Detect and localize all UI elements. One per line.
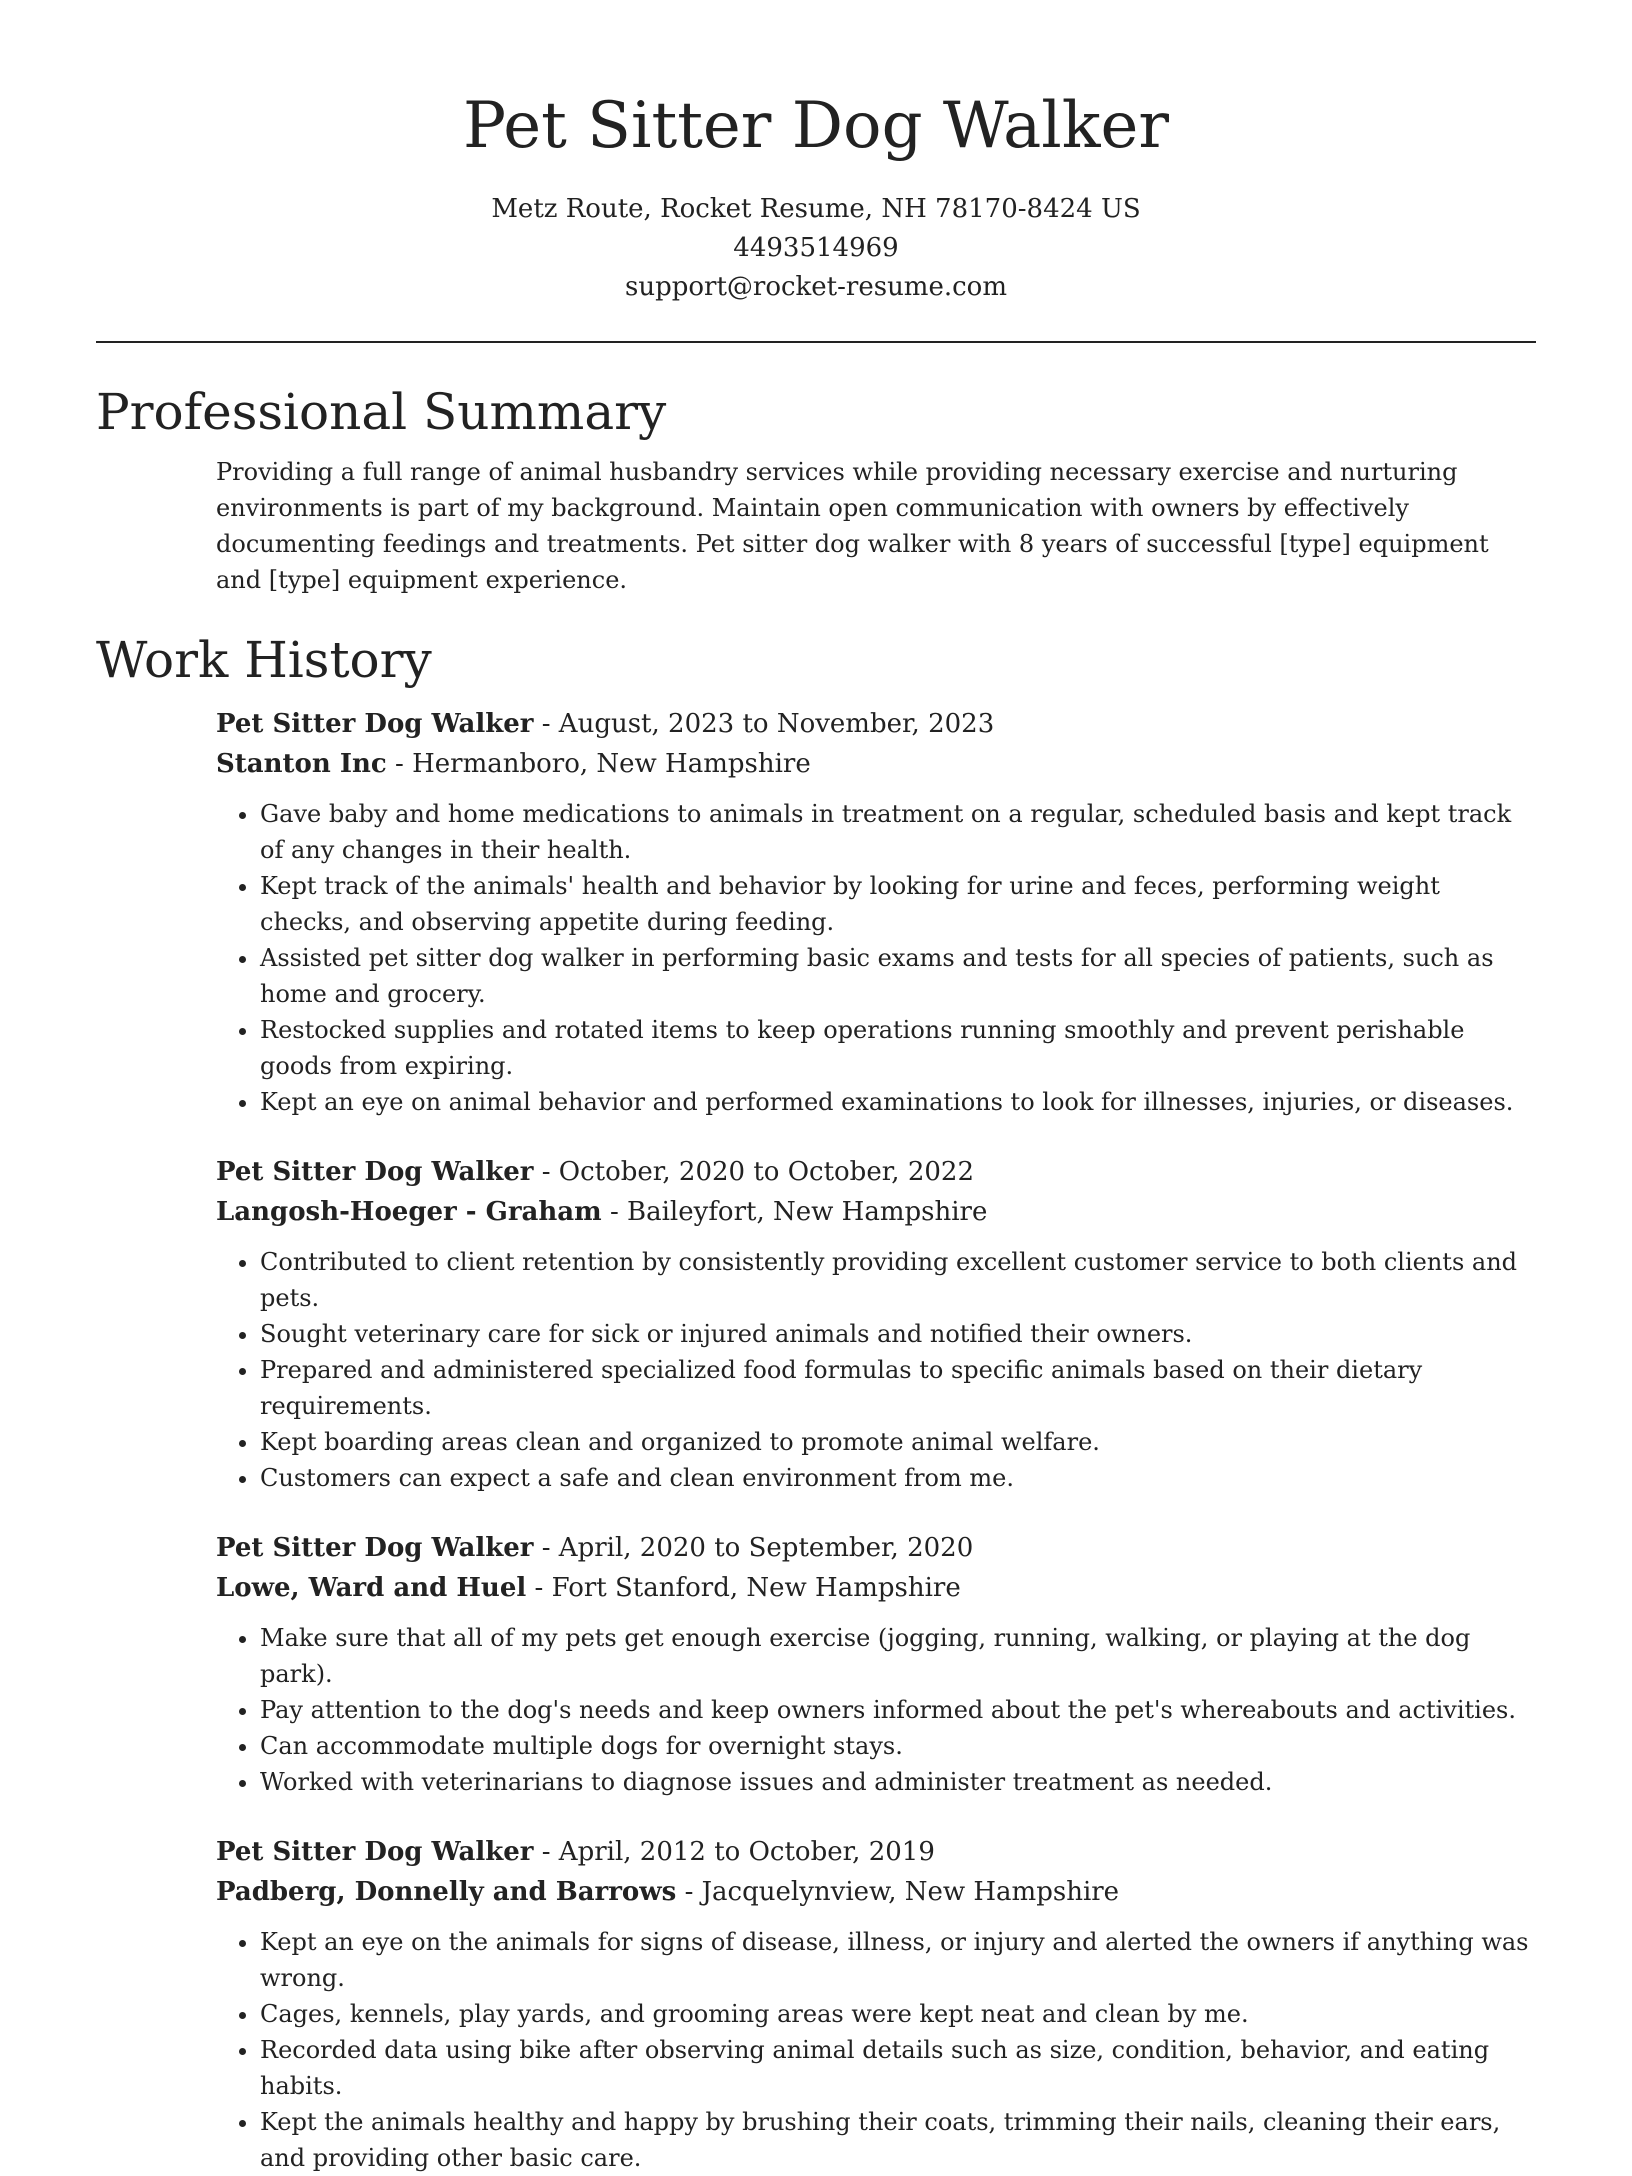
list-item: • Assisted pet sitter dog walker in performing basic exams and tests for all species of patients, such as home and grocery. — [260, 940, 1536, 1012]
job-title-line — [216, 1528, 1536, 1568]
job-title-line — [216, 1832, 1536, 1872]
list-item: • Kept an eye on the animals for signs of disease, illness, or injury and alerted the owners if anything was wrong. — [260, 1924, 1536, 1996]
job-title: Pet Sitter Dog Walker — [216, 1533, 534, 1563]
work-history-heading: Work History — [96, 631, 432, 689]
email: support@rocket-resume.com — [624, 272, 1007, 302]
job-employer: Lowe, Ward and Huel — [216, 1573, 527, 1603]
list-item: • Sought veterinary care for sick or injured animals and notified their owners. — [260, 1316, 1536, 1352]
job-bullets — [216, 1244, 1536, 1496]
list-item: • Recorded data using bike after observing animal details such as size, condition, behavior, and eating habits. — [260, 2032, 1536, 2104]
list-item: • Kept the animals healthy and happy by brushing their coats, trimming their nails, cleaning their ears, and providing other basic care. — [260, 2104, 1536, 2176]
job-separator: - — [541, 709, 559, 739]
header-divider — [96, 341, 1536, 343]
list-item: • Restocked supplies and rotated items to keep operations running smoothly and prevent perishable goods from expiring. — [260, 1012, 1536, 1084]
job-employer-line — [216, 1872, 1536, 1912]
job-dates: October, 2020 to October, 2022 — [558, 1157, 974, 1187]
summary-text: Providing a full range of animal husbandry services while providing necessary exercise and nurturing environments is part of my background. Maintain open communication with owners by effectively documenting feedings and treatments. Pet sitter dog walker with 8 years of successful [type] equipment and [type] equipment experience. — [216, 458, 1489, 594]
job-separator: - — [534, 1573, 552, 1603]
phone: 4493514969 — [733, 233, 899, 263]
resume-header — [0, 0, 1632, 307]
job-separator: - — [395, 749, 413, 779]
summary-heading: Professional Summary — [96, 383, 667, 441]
job-bullets — [216, 796, 1536, 1120]
job-location: Jacquelynview, New Hampshire — [701, 1877, 1120, 1907]
contact-info — [0, 190, 1632, 307]
job-location: Hermanboro, New Hampshire — [412, 749, 811, 779]
job-title: Pet Sitter Dog Walker — [216, 1157, 534, 1187]
job-employer: Langosh-Hoeger - Graham — [216, 1197, 602, 1227]
job-dates: April, 2020 to September, 2020 — [558, 1533, 974, 1563]
job-separator: - — [541, 1157, 559, 1187]
list-item: • Make sure that all of my pets get enough exercise (jogging, running, walking, or playing at the dog park). — [260, 1620, 1536, 1692]
summary-section — [96, 380, 1536, 598]
work-history-section — [96, 628, 1536, 2176]
list-item: • Worked with veterinarians to diagnose issues and administer treatment as needed. — [260, 1764, 1536, 1800]
job-entry — [216, 1528, 1536, 1800]
job-title: Pet Sitter Dog Walker — [216, 709, 534, 739]
list-item: • Customers can expect a safe and clean environment from me. — [260, 1460, 1536, 1496]
job-entry — [216, 1832, 1536, 2176]
list-item: • Prepared and administered specialized food formulas to specific animals based on their dietary requirements. — [260, 1352, 1536, 1424]
job-title-line — [216, 704, 1536, 744]
job-location: Baileyfort, New Hampshire — [627, 1197, 988, 1227]
list-item: • Kept an eye on animal behavior and performed examinations to look for illnesses, injuries, or diseases. — [260, 1084, 1536, 1120]
job-bullets — [216, 1620, 1536, 1800]
address: Metz Route, Rocket Resume, NH 78170-8424 US — [491, 194, 1141, 224]
job-separator: - — [684, 1877, 702, 1907]
job-employer-line — [216, 1568, 1536, 1608]
job-employer-line — [216, 1192, 1536, 1232]
job-employer: Padberg, Donnelly and Barrows — [216, 1877, 677, 1907]
job-employer: Stanton Inc — [216, 749, 387, 779]
candidate-name: Pet Sitter Dog Walker — [463, 89, 1169, 163]
list-item: • Cages, kennels, play yards, and grooming areas were kept neat and clean by me. — [260, 1996, 1536, 2032]
job-employer-line — [216, 744, 1536, 784]
list-item: • Kept boarding areas clean and organized to promote animal welfare. — [260, 1424, 1536, 1460]
list-item: • Pay attention to the dog's needs and keep owners informed about the pet's whereabouts and activities. — [260, 1692, 1536, 1728]
job-dates: April, 2012 to October, 2019 — [558, 1837, 935, 1867]
job-dates: August, 2023 to November, 2023 — [558, 709, 995, 739]
job-bullets — [216, 1924, 1536, 2176]
list-item: • Kept track of the animals' health and behavior by looking for urine and feces, performing weight checks, and observing appetite during feeding. — [260, 868, 1536, 940]
job-separator: - — [541, 1533, 559, 1563]
list-item: • Contributed to client retention by consistently providing excellent customer service to both clients and pets. — [260, 1244, 1536, 1316]
job-title: Pet Sitter Dog Walker — [216, 1837, 534, 1867]
job-location: Fort Stanford, New Hampshire — [551, 1573, 961, 1603]
job-entry — [216, 1152, 1536, 1496]
job-title-line — [216, 1152, 1536, 1192]
list-item: • Gave baby and home medications to animals in treatment on a regular, scheduled basis and kept track of any changes in their health. — [260, 796, 1536, 868]
job-separator: - — [609, 1197, 627, 1227]
list-item: • Can accommodate multiple dogs for overnight stays. — [260, 1728, 1536, 1764]
job-entry — [216, 704, 1536, 1120]
job-separator: - — [541, 1837, 559, 1867]
